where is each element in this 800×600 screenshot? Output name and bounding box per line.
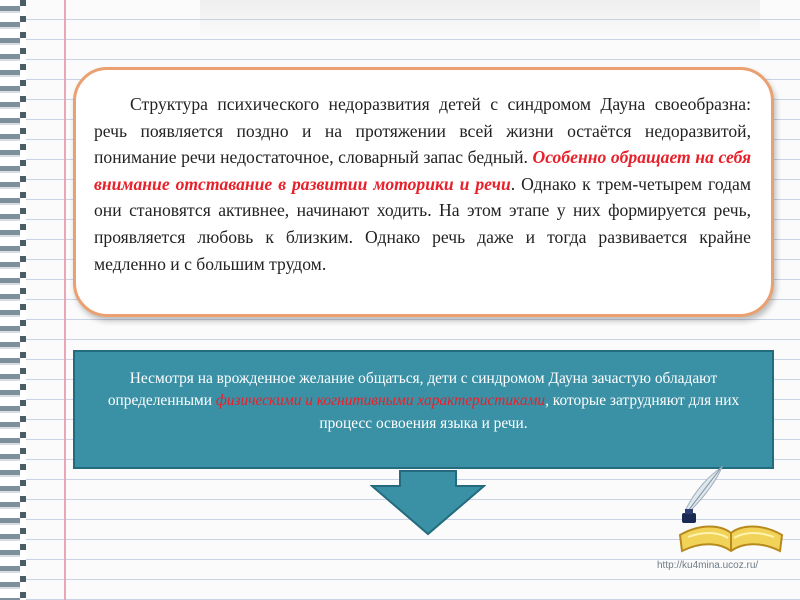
notebook-binding <box>0 0 26 600</box>
teal-text-part2: , которые затрудняют для них процесс освоения языка и речи. <box>319 392 740 432</box>
main-text-part1: Структура психического недоразвития детей с синдромом Дауна своеобразна: речь появляется поздно и на протяжении всей жизни остаётся недоразвитой, понимание речи недостаточное, словарный запас бедный. <box>94 94 751 168</box>
down-arrow-icon <box>370 470 486 536</box>
footer-url: http://ku4mina.ucoz.ru/ <box>657 560 759 571</box>
open-book-quill-icon <box>676 465 786 557</box>
teal-text-highlight: физическими и когнитивными характеристиками <box>215 392 546 410</box>
top-decoration <box>200 0 760 40</box>
teal-text-box <box>73 350 774 469</box>
margin-line <box>64 0 66 600</box>
main-paragraph <box>94 91 751 277</box>
teal-text-part1: Несмотря на врожденное желание общаться, дети с синдромом Дауна зачастую обладают определенными <box>107 370 718 410</box>
teal-paragraph <box>93 368 754 435</box>
main-text-box <box>73 67 774 317</box>
main-text-part2: . Однако к трем-четырем годам они становятся активнее, начинают ходить. На этом этапе у них формируется речь, проявляется любовь к близким. Однако речь даже и тогда развивается крайне медленно и с большим трудом. <box>94 173 751 274</box>
main-text-highlight: Особенно обращает на себя внимание отставание в развитии моторики и речи <box>94 147 752 194</box>
